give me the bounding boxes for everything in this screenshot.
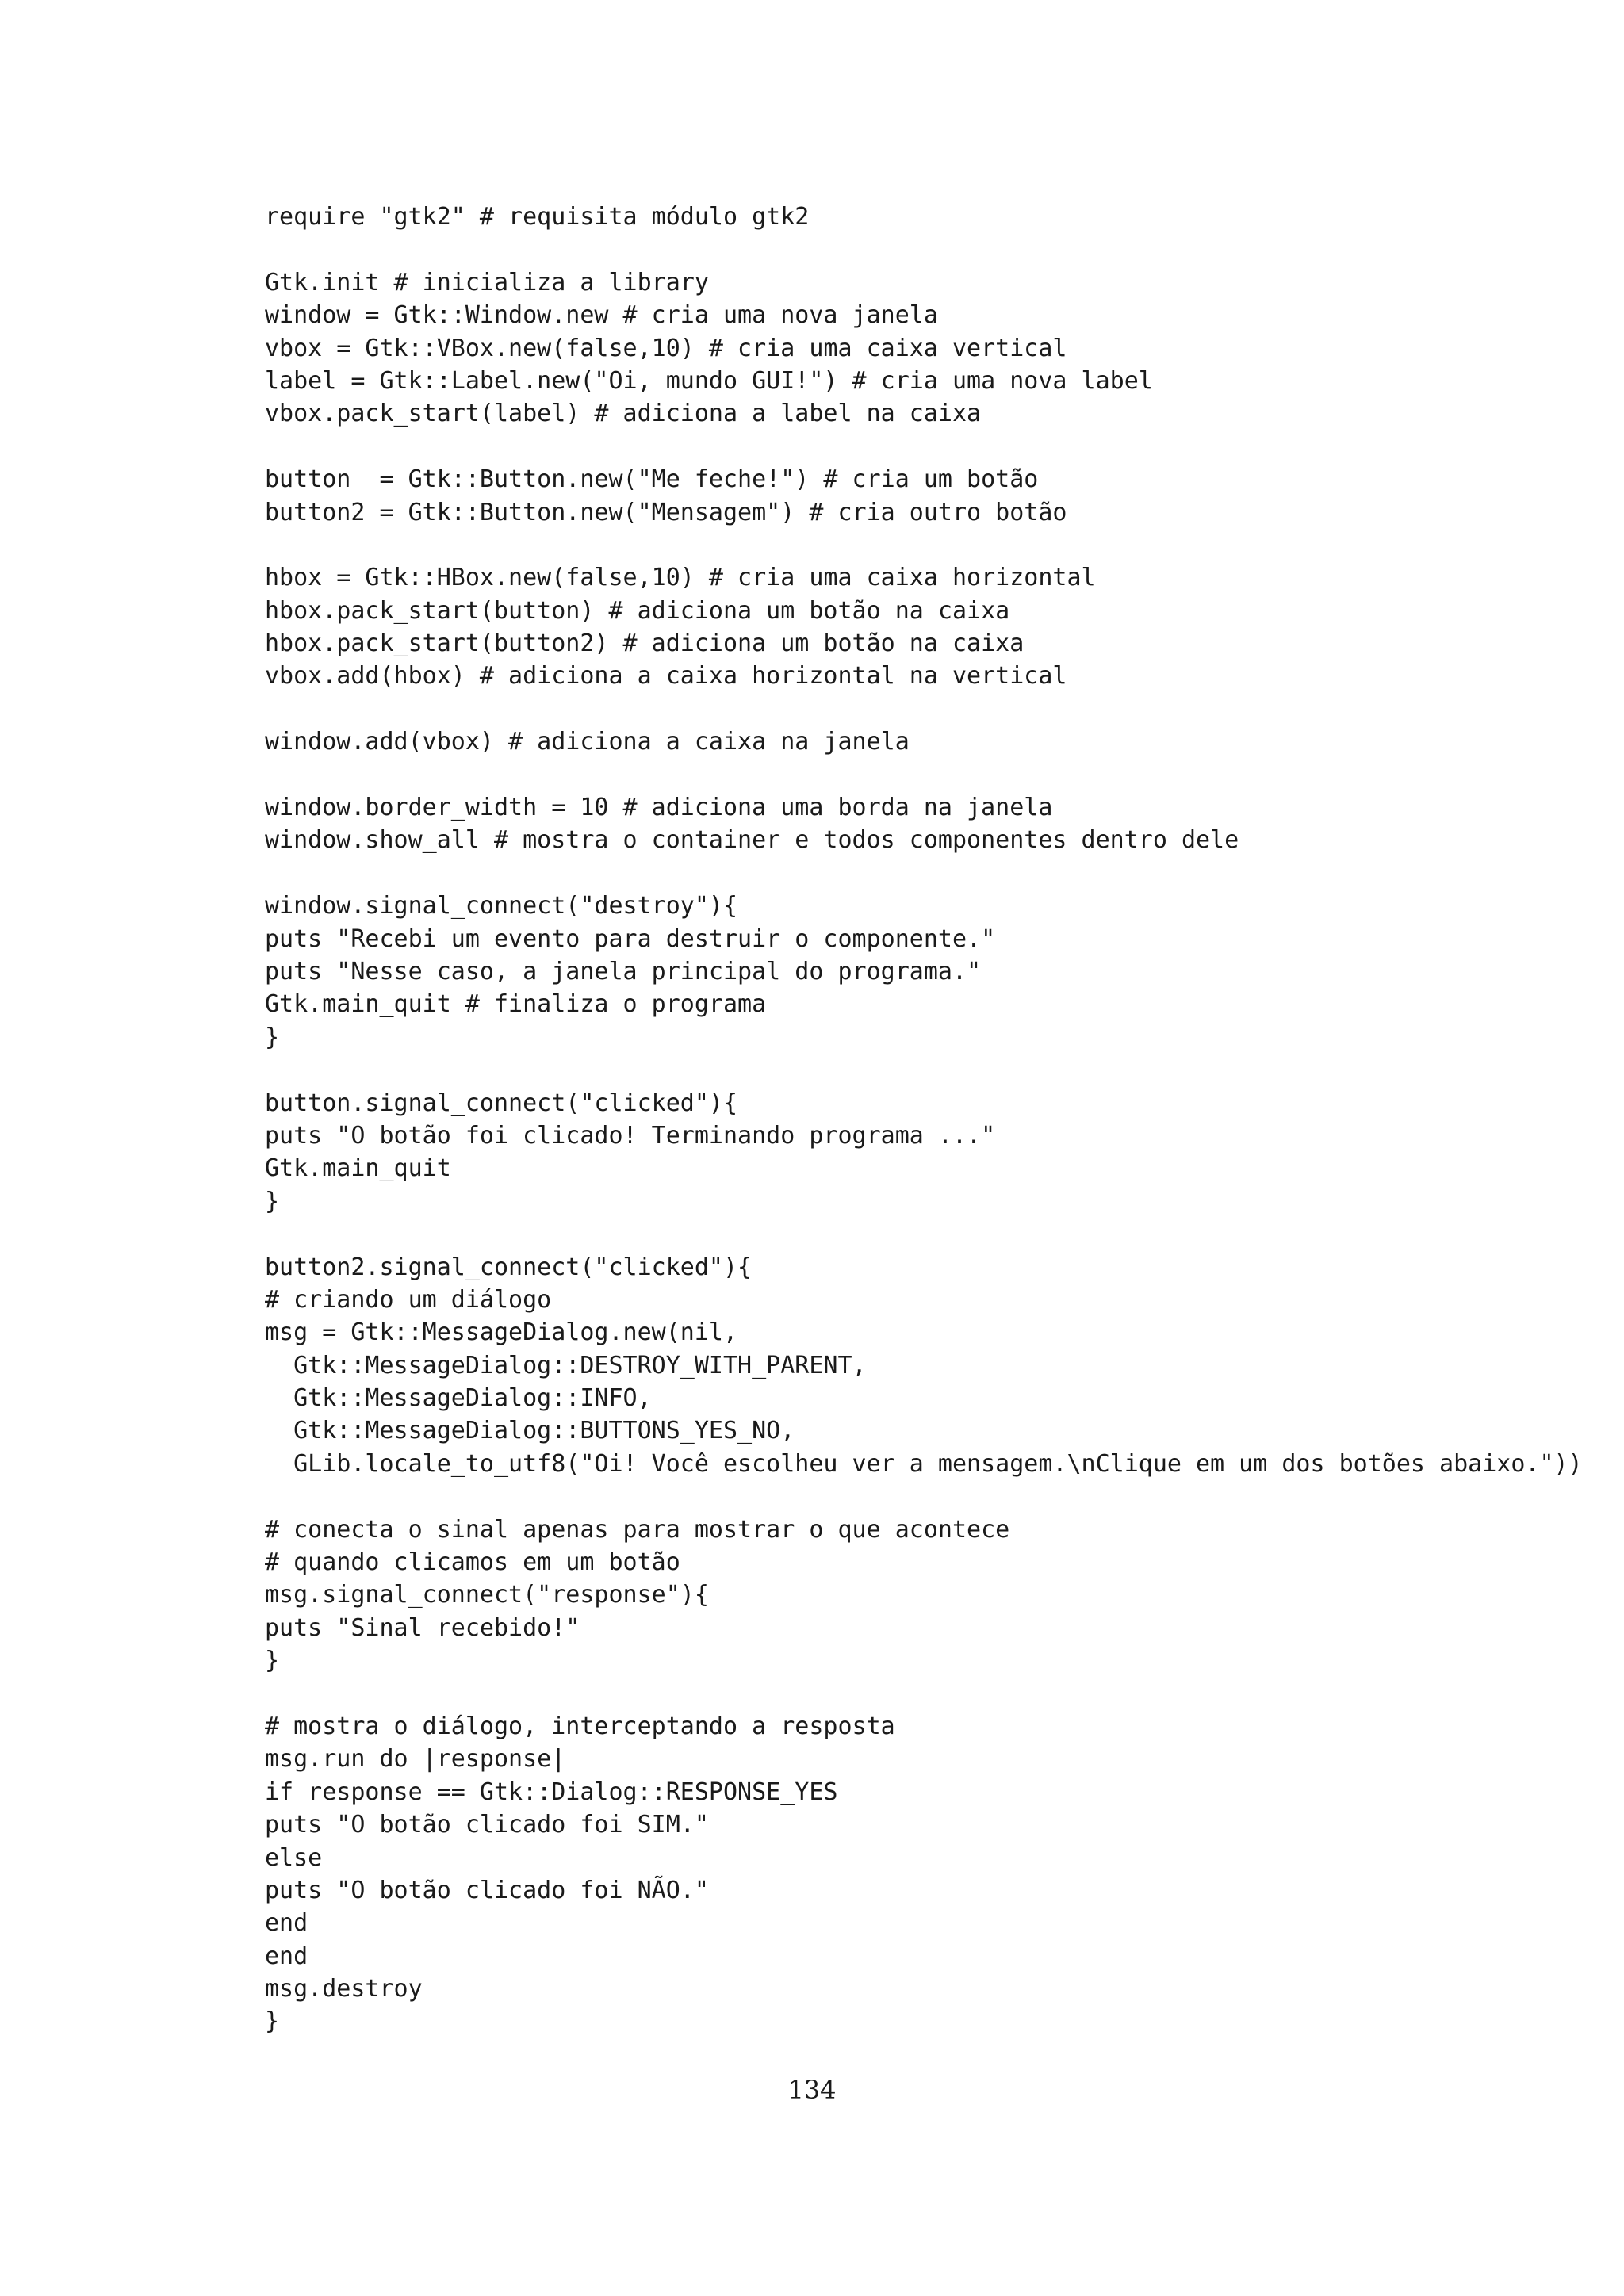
code-line: require "gtk2" # requisita módulo gtk2 bbox=[265, 203, 810, 231]
code-line: vbox.add(hbox) # adiciona a caixa horizontal na vertical bbox=[265, 662, 1067, 691]
code-line: puts "O botão clicado foi NÃO." bbox=[265, 1876, 709, 1904]
code-line: else bbox=[265, 1843, 323, 1872]
code-line bbox=[265, 857, 1613, 890]
code-line: Gtk.main_quit bbox=[265, 1154, 451, 1183]
code-line: Gtk::MessageDialog::INFO, bbox=[265, 1384, 652, 1413]
code-line bbox=[265, 1054, 1613, 1086]
code-line: vbox.pack_start(label) # adiciona a label na caixa bbox=[265, 400, 982, 428]
code-line: } bbox=[265, 1647, 280, 1675]
code-line: end bbox=[265, 1909, 308, 1938]
code-line: Gtk.init # inicializa a library bbox=[265, 268, 709, 297]
code-line: label = Gtk::Label.new("Oi, mundo GUI!") # cria uma nova label bbox=[265, 366, 1153, 395]
code-line: puts "Nesse caso, a janela principal do programa." bbox=[265, 957, 982, 985]
code-line: # criando um diálogo bbox=[265, 1285, 552, 1314]
code-line: window.add(vbox) # adiciona a caixa na janela bbox=[265, 728, 910, 756]
code-line bbox=[265, 1480, 1613, 1513]
code-line: button = Gtk::Button.new("Me feche!") # cria um botão bbox=[265, 465, 1039, 494]
code-line: hbox = Gtk::HBox.new(false,10) # cria uma caixa horizontal bbox=[265, 564, 1096, 592]
code-line: } bbox=[265, 1023, 280, 1051]
code-line: # conecta o sinal apenas para mostrar o que acontece bbox=[265, 1515, 1010, 1544]
code-line: msg = Gtk::MessageDialog.new(nil, bbox=[265, 1318, 738, 1347]
code-line: button2.signal_connect("clicked"){ bbox=[265, 1253, 753, 1281]
code-line bbox=[265, 529, 1613, 561]
code-line: GLib.locale_to_utf8("Oi! Você escolheu ver a mensagem.\nClique em um dos botões abaixo.")) bbox=[265, 1449, 1583, 1478]
code-line: button2 = Gtk::Button.new("Mensagem") # cria outro botão bbox=[265, 498, 1067, 526]
code-line: # quando clicamos em um botão bbox=[265, 1548, 680, 1577]
code-line: window.signal_connect("destroy"){ bbox=[265, 892, 738, 920]
code-line bbox=[265, 430, 1613, 463]
code-line: msg.destroy bbox=[265, 1975, 423, 2003]
code-line: puts "Recebi um evento para destruir o componente." bbox=[265, 924, 996, 953]
code-line: } bbox=[265, 1187, 280, 1215]
code-line: if response == Gtk::Dialog::RESPONSE_YES bbox=[265, 1777, 838, 1806]
code-line bbox=[265, 1678, 1613, 1710]
code-line: button.signal_connect("clicked"){ bbox=[265, 1089, 738, 1117]
code-line: Gtk::MessageDialog::BUTTONS_YES_NO, bbox=[265, 1417, 795, 1445]
code-line: puts "Sinal recebido!" bbox=[265, 1613, 580, 1642]
code-line bbox=[265, 233, 1613, 266]
code-line: msg.signal_connect("response"){ bbox=[265, 1581, 709, 1609]
code-line bbox=[265, 1218, 1613, 1250]
code-line bbox=[265, 759, 1613, 791]
code-line: window = Gtk::Window.new # cria uma nova janela bbox=[265, 301, 938, 330]
code-line: puts "O botão foi clicado! Terminando programa ..." bbox=[265, 1121, 996, 1150]
code-line: Gtk::MessageDialog::DESTROY_WITH_PARENT, bbox=[265, 1351, 867, 1380]
code-line: window.show_all # mostra o container e todos componentes dentro dele bbox=[265, 826, 1239, 855]
code-line: puts "O botão clicado foi SIM." bbox=[265, 1811, 709, 1839]
code-line: Gtk.main_quit # finaliza o programa bbox=[265, 990, 767, 1019]
code-line: hbox.pack_start(button) # adiciona um botão na caixa bbox=[265, 596, 1010, 625]
code-line: window.border_width = 10 # adiciona uma borda na janela bbox=[265, 794, 1053, 822]
code-line: vbox = Gtk::VBox.new(false,10) # cria uma caixa vertical bbox=[265, 334, 1067, 362]
code-line: # mostra o diálogo, interceptando a resposta bbox=[265, 1712, 895, 1740]
code-line bbox=[265, 693, 1613, 725]
page-number: 134 bbox=[787, 2075, 837, 2105]
code-line: } bbox=[265, 2007, 280, 2036]
code-line: msg.run do |response| bbox=[265, 1745, 566, 1774]
code-listing bbox=[265, 201, 1613, 2038]
code-line: hbox.pack_start(button2) # adiciona um botão na caixa bbox=[265, 629, 1025, 658]
code-line: end bbox=[265, 1942, 308, 1970]
